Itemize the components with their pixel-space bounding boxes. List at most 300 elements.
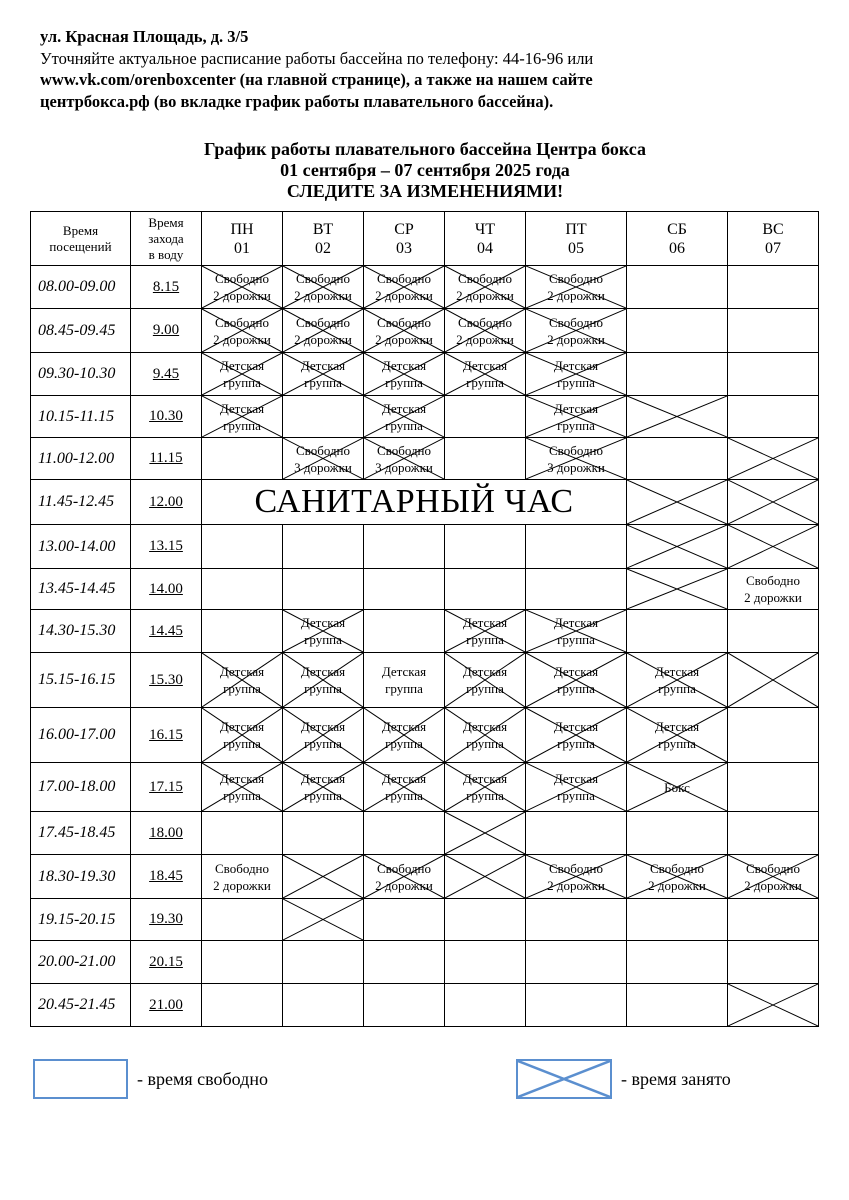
schedule-cell (627, 899, 728, 941)
cell-text-line: Свободно (745, 860, 801, 876)
schedule-cell (728, 396, 819, 438)
day-header-4 (526, 212, 627, 266)
table-row (31, 899, 819, 941)
day-header-6 (728, 212, 819, 266)
visit-time: 14.30-15.30 (31, 610, 131, 653)
cell-text-line: 2 дорожки (294, 331, 352, 347)
schedule-cell (202, 266, 283, 309)
cell-text (445, 314, 525, 348)
schedule-cell (364, 396, 445, 438)
schedule-cell (728, 708, 819, 763)
schedule-cell (728, 480, 819, 525)
day-name: СР (394, 220, 414, 238)
cell-text-line: Свободно (548, 442, 604, 458)
day-number: 01 (234, 239, 250, 257)
schedule-cell (364, 569, 445, 610)
table-row (31, 396, 819, 438)
cell-text (283, 270, 363, 304)
cell-text-line: 3 дорожки (375, 459, 433, 475)
legend-cross-icon (518, 1061, 610, 1097)
table-row (31, 812, 819, 855)
cell-text-line: группа (223, 788, 261, 803)
cell-text-line: группа (466, 736, 504, 751)
busy-cross-icon (627, 396, 727, 437)
cell-text-line: Свободно (376, 314, 432, 330)
cell-text (283, 770, 363, 804)
schedule-cell (283, 812, 364, 855)
visit-time: 13.45-14.45 (31, 569, 131, 610)
schedule-cell (627, 353, 728, 396)
cell-text-line: группа (385, 417, 423, 433)
schedule-cell (445, 309, 526, 353)
visit-time: 08.00-09.00 (31, 266, 131, 309)
cell-text (202, 770, 282, 804)
schedule-cell (627, 396, 728, 438)
cell-text (627, 779, 727, 796)
cell-text-line: группа (658, 736, 696, 751)
cell-text-line: Детская (553, 400, 599, 416)
busy-cross-icon (445, 855, 525, 898)
cell-text (364, 718, 444, 752)
visit-time: 08.45-09.45 (31, 309, 131, 353)
busy-cross-icon (728, 984, 818, 1026)
cell-text (283, 357, 363, 391)
day-number: 03 (396, 239, 412, 257)
visit-time: 20.45-21.45 (31, 984, 131, 1027)
cell-text-line: Бокс (664, 779, 690, 795)
cell-text (283, 663, 363, 697)
cell-text-line: Детская (462, 771, 508, 786)
busy-cross-icon (283, 855, 363, 898)
cell-text (202, 314, 282, 348)
cell-text-line: группа (304, 681, 342, 696)
schedule-cell (526, 763, 627, 812)
cell-text-line: Свободно (376, 442, 432, 458)
cell-text-line: Свободно (214, 271, 270, 286)
schedule-cell (445, 899, 526, 941)
day-name: ВТ (312, 220, 334, 238)
day-number: 05 (568, 239, 584, 257)
table-row (31, 653, 819, 708)
schedule-cell (526, 610, 627, 653)
cell-text (526, 270, 626, 304)
schedule-cell (627, 610, 728, 653)
day-name: СБ (667, 220, 687, 238)
day-number: 04 (477, 239, 493, 257)
schedule-cell (526, 569, 627, 610)
busy-cross-icon (283, 899, 363, 940)
cell-text-line: Детская (553, 358, 599, 373)
cell-text (202, 357, 282, 391)
day-number: 06 (669, 239, 685, 257)
cell-text-line: группа (466, 788, 504, 803)
cell-text-line: группа (466, 632, 504, 647)
cell-text-line: Детская (462, 615, 508, 630)
cell-text (202, 718, 282, 752)
entry-time: 21.00 (131, 984, 202, 1027)
entry-header-line2: захода (148, 230, 184, 246)
schedule-cell (364, 353, 445, 396)
cell-text (627, 860, 727, 894)
cell-text-line: 3 дорожки (547, 459, 605, 475)
schedule-table (30, 211, 819, 1027)
cell-text-line: группа (304, 788, 342, 803)
cell-text (526, 314, 626, 348)
schedule-cell (728, 353, 819, 396)
schedule-cell (526, 708, 627, 763)
schedule-cell (202, 812, 283, 855)
schedule-cell (364, 309, 445, 353)
cell-text-line: Детская (654, 664, 700, 679)
schedule-cell (364, 708, 445, 763)
visit-time: 13.00-14.00 (31, 525, 131, 569)
table-row (31, 610, 819, 653)
cell-text-line: группа (557, 375, 595, 390)
cell-text-line: группа (223, 681, 261, 696)
cell-text-line: Свободно (457, 271, 513, 286)
cell-text-line: группа (466, 681, 504, 696)
schedule-cell (627, 480, 728, 525)
schedule-cell (202, 525, 283, 569)
visit-time: 09.30-10.30 (31, 353, 131, 396)
busy-cross-icon (728, 480, 818, 524)
schedule-cell (283, 525, 364, 569)
cell-text (364, 400, 444, 434)
header-row (31, 212, 819, 266)
cell-text (526, 357, 626, 391)
cell-text-line: группа (304, 375, 342, 390)
schedule-cell (445, 266, 526, 309)
cell-text-line: группа (557, 417, 595, 433)
cell-text-line: Детская (381, 400, 427, 416)
cell-text-line: 2 дорожки (213, 288, 271, 303)
busy-cross-icon (627, 569, 727, 609)
schedule-cell (283, 610, 364, 653)
entry-time: 14.00 (131, 569, 202, 610)
entry-time: 12.00 (131, 480, 202, 525)
day-number: 02 (315, 239, 331, 257)
cell-text-line: Свободно (295, 314, 351, 330)
schedule-notice: СЛЕДИТЕ ЗА ИЗМЕНЕНИЯМИ! (286, 181, 564, 201)
schedule-cell (627, 266, 728, 309)
cell-text-line: Свободно (376, 271, 432, 286)
schedule-cell (728, 653, 819, 708)
table-row (31, 708, 819, 763)
visit-time: 15.15-16.15 (31, 653, 131, 708)
entry-time: 19.30 (131, 899, 202, 941)
cell-text-line: Свободно (214, 860, 270, 876)
schedule-cell (445, 763, 526, 812)
table-row (31, 438, 819, 480)
day-name: ЧТ (474, 220, 496, 238)
entry-column-header (131, 212, 202, 266)
cell-text-line: 2 дорожки (744, 877, 802, 893)
visit-time: 16.00-17.00 (31, 708, 131, 763)
cell-text-line: Детская (553, 664, 599, 679)
schedule-cell (364, 855, 445, 899)
cell-text-line: Детская (553, 771, 599, 786)
cell-text-line: Свободно (548, 271, 604, 286)
entry-time: 8.15 (131, 266, 202, 309)
cell-text-line: Свободно (457, 314, 513, 330)
cell-text-line: группа (557, 681, 595, 696)
busy-cross-icon (728, 525, 818, 568)
address: ул. Красная Площадь, д. 3/5 (40, 27, 249, 46)
cell-text-line: группа (466, 375, 504, 390)
cell-text (526, 663, 626, 697)
schedule-cell (283, 569, 364, 610)
cell-text-line: группа (658, 681, 696, 696)
entry-time: 18.00 (131, 812, 202, 855)
cell-text-line: Свободно (745, 573, 801, 588)
entry-header-line3: в воду (148, 246, 184, 262)
visit-time: 11.45-12.45 (31, 480, 131, 525)
busy-cross-icon (627, 525, 727, 568)
cell-text-line: 2 дорожки (375, 877, 433, 893)
cell-text (445, 614, 525, 648)
day-header-2 (364, 212, 445, 266)
schedule-cell (728, 984, 819, 1027)
time-header-line1: Время (62, 222, 99, 238)
cell-text-line: Детская (462, 719, 508, 734)
schedule-cell (202, 855, 283, 899)
schedule-cell (364, 610, 445, 653)
entry-time: 18.45 (131, 855, 202, 899)
cell-text (364, 314, 444, 348)
cell-text-line: группа (385, 736, 423, 751)
cell-text-line: Свободно (548, 314, 604, 330)
schedule-cell (526, 855, 627, 899)
legend-free-box (33, 1059, 128, 1099)
schedule-cell (445, 569, 526, 610)
schedule-cell (445, 855, 526, 899)
cell-text (445, 770, 525, 804)
cell-text (526, 400, 626, 434)
cell-text (364, 357, 444, 391)
schedule-cell (364, 266, 445, 309)
cell-text-line: группа (557, 788, 595, 803)
schedule-cell (364, 653, 445, 708)
schedule-cell (526, 266, 627, 309)
schedule-cell (445, 812, 526, 855)
cell-text-line: 2 дорожки (744, 590, 802, 605)
cell-text (526, 770, 626, 804)
visit-time: 11.00-12.00 (31, 438, 131, 480)
schedule-cell (445, 653, 526, 708)
day-name: ПН (230, 220, 254, 238)
schedule-cell (283, 855, 364, 899)
schedule-cell (202, 941, 283, 984)
schedule-cell (283, 438, 364, 480)
schedule-cell (627, 309, 728, 353)
cell-text (364, 663, 444, 697)
day-name: ВС (762, 220, 784, 238)
entry-time: 13.15 (131, 525, 202, 569)
schedule-cell (202, 610, 283, 653)
cell-text (526, 718, 626, 752)
cell-text (283, 314, 363, 348)
day-number: 07 (765, 239, 781, 257)
busy-cross-icon (728, 438, 818, 479)
schedule-cell (445, 396, 526, 438)
busy-cross-icon (445, 812, 525, 854)
cell-text-line: 2 дорожки (375, 288, 433, 303)
cell-text-line: группа (385, 788, 423, 803)
cell-text-line: Детская (219, 664, 265, 679)
day-header-5 (627, 212, 728, 266)
cell-text (283, 614, 363, 648)
schedule-cell (627, 763, 728, 812)
day-name: ПТ (565, 220, 587, 238)
schedule-cell (364, 984, 445, 1027)
cell-text-line: группа (223, 417, 261, 433)
schedule-cell (728, 855, 819, 899)
legend-busy-box (516, 1059, 612, 1099)
time-column-header (31, 212, 131, 266)
visit-time: 20.00-21.00 (31, 941, 131, 984)
schedule-cell (283, 266, 364, 309)
entry-time: 11.15 (131, 438, 202, 480)
cell-text-line: Свободно (214, 314, 270, 330)
schedule-cell (627, 941, 728, 984)
busy-cross-icon (728, 653, 818, 707)
schedule-cell (728, 763, 819, 812)
schedule-cell (627, 525, 728, 569)
info-line-3: центрбокса.рф (во вкладке график работы плавательного бассейна). (40, 91, 554, 111)
intro-block (40, 26, 820, 112)
table-row (31, 309, 819, 353)
schedule-cell (202, 569, 283, 610)
schedule-cell (283, 708, 364, 763)
visit-time: 19.15-20.15 (31, 899, 131, 941)
cell-text (445, 663, 525, 697)
schedule-cell (526, 941, 627, 984)
cell-text-line: Детская (219, 719, 265, 734)
cell-text (526, 860, 626, 894)
cell-text-line: группа (385, 681, 423, 696)
visit-time: 18.30-19.30 (31, 855, 131, 899)
schedule-cell (627, 984, 728, 1027)
schedule-cell (364, 941, 445, 984)
cell-text-line: Свободно (376, 860, 432, 876)
schedule-cell (364, 438, 445, 480)
cell-text-line: 2 дорожки (375, 331, 433, 347)
cell-text-line: Детская (462, 664, 508, 679)
cell-text (364, 270, 444, 304)
schedule-cell (445, 610, 526, 653)
schedule-cell (202, 708, 283, 763)
schedule-cell (202, 653, 283, 708)
cell-text (202, 400, 282, 434)
schedule-cell (526, 438, 627, 480)
cell-text-line: группа (557, 632, 595, 647)
schedule-title: График работы плавательного бассейна Центра бокса (204, 139, 646, 159)
schedule-cell (283, 653, 364, 708)
cell-text-line: 2 дорожки (213, 877, 271, 893)
entry-time: 14.45 (131, 610, 202, 653)
schedule-cell (283, 396, 364, 438)
schedule-cell (202, 353, 283, 396)
schedule-cell (202, 438, 283, 480)
cell-text-line: 2 дорожки (294, 288, 352, 303)
cell-text (364, 860, 444, 894)
day-header-0 (202, 212, 283, 266)
cell-text (627, 663, 727, 697)
cell-text-line: группа (223, 736, 261, 751)
entry-time: 17.15 (131, 763, 202, 812)
cell-text-line: 2 дорожки (213, 331, 271, 347)
schedule-dates: 01 сентября – 07 сентября 2025 года (280, 160, 570, 180)
cell-text-line: Свободно (649, 860, 705, 876)
cell-text-line: 2 дорожки (456, 331, 514, 347)
cell-text (364, 442, 444, 476)
schedule-cell (627, 812, 728, 855)
schedule-cell (728, 610, 819, 653)
cell-text-line: Детская (300, 358, 346, 373)
cell-text-line: 2 дорожки (648, 877, 706, 893)
schedule-cell (728, 525, 819, 569)
cell-text-line: Детская (219, 358, 265, 373)
visit-time: 17.00-18.00 (31, 763, 131, 812)
day-header-3 (445, 212, 526, 266)
title-block (30, 139, 820, 202)
entry-time: 16.15 (131, 708, 202, 763)
cell-text-line: группа (385, 375, 423, 390)
table-row (31, 984, 819, 1027)
schedule-cell (283, 763, 364, 812)
schedule-cell (445, 984, 526, 1027)
schedule-cell (526, 984, 627, 1027)
table-row (31, 480, 819, 525)
schedule-cell (283, 984, 364, 1027)
cell-text-line: Детская (381, 771, 427, 786)
visit-time: 17.45-18.45 (31, 812, 131, 855)
cell-text (202, 663, 282, 697)
schedule-cell (526, 653, 627, 708)
cell-text-line: Детская (381, 719, 427, 734)
cell-text-line: Детская (300, 664, 346, 679)
cell-text-line: Детская (462, 358, 508, 373)
cell-text-line: Детская (381, 664, 427, 679)
cell-text-line: Детская (300, 771, 346, 786)
cell-text-line: Детская (300, 719, 346, 734)
time-header-line2: посещений (49, 238, 112, 254)
cell-text-line: Детская (300, 615, 346, 630)
legend-busy-label: - время занято (621, 1069, 731, 1089)
table-row (31, 941, 819, 984)
schedule-cell (728, 812, 819, 855)
cell-text (445, 718, 525, 752)
cell-text-line: Свободно (295, 271, 351, 286)
table-row (31, 569, 819, 610)
info-line-2: www.vk.com/orenboxcenter (на главной странице), а также на нашем сайте (40, 70, 593, 89)
schedule-cell (202, 899, 283, 941)
cell-text-line: группа (557, 736, 595, 751)
entry-time: 9.00 (131, 309, 202, 353)
schedule-cell (526, 309, 627, 353)
table-row (31, 763, 819, 812)
schedule-cell (627, 569, 728, 610)
schedule-cell (627, 438, 728, 480)
cell-text-line: Свободно (295, 442, 351, 458)
schedule-cell (627, 653, 728, 708)
schedule-cell (445, 941, 526, 984)
cell-text-line: группа (223, 375, 261, 390)
schedule-cell (364, 899, 445, 941)
schedule-cell (202, 396, 283, 438)
info-line-1: Уточняйте актуальное расписание работы бассейна по телефону: 44-16-96 или (40, 48, 594, 68)
schedule-cell (445, 525, 526, 569)
